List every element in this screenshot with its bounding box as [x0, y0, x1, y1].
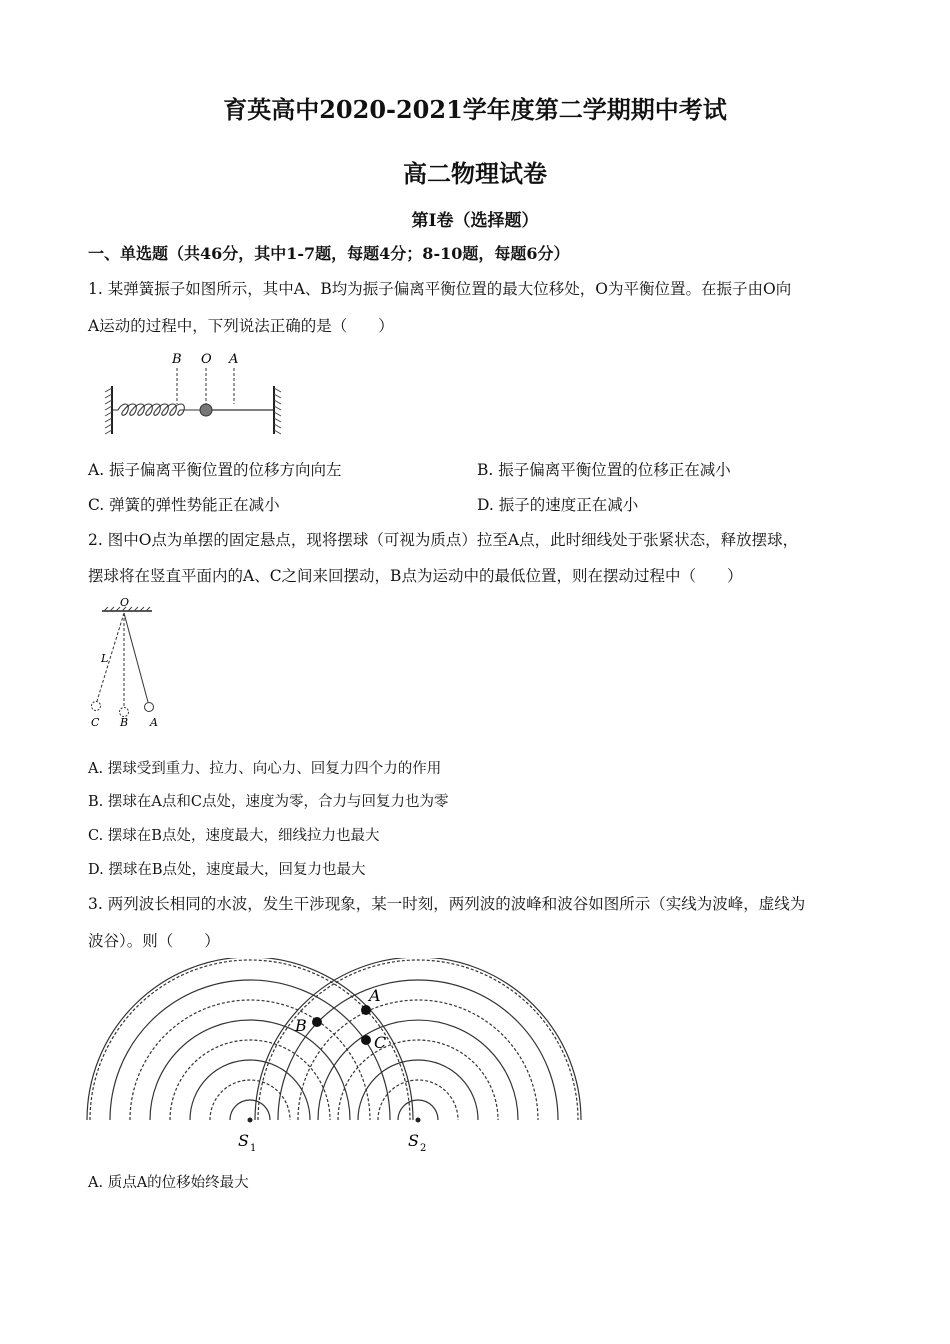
label-O: O [120, 596, 130, 609]
label-A: A [150, 716, 158, 729]
q3-stem-line2: 波谷）。则（ ） [88, 932, 220, 950]
q2-stem-line1: 2. 图中O点为单摆的固定悬点，现将摆球（可视为质点）拉至A点，此时细线处于张紧状态，释放摆球， [88, 531, 799, 549]
section-title: 第Ⅰ卷（选择题） [411, 211, 539, 231]
spring-oscillator-figure [100, 346, 290, 438]
label-B: B [172, 352, 182, 367]
point-C [361, 1035, 371, 1045]
q2-stem-line2: 摆球将在竖直平面内的A、C之间来回摆动，B点为运动中的最低位置，则在摆动过程中（ ） [88, 567, 743, 585]
part1-heading: 一、单选题（共46分，其中1-7题，每题4分；8-10题，每题6分） [88, 244, 570, 263]
q1-stem-line1: 1. 某弹簧振子如图所示，其中A、B均为振子偏离平衡位置的最大位移处，O为平衡位置。在振子由O向 [88, 280, 792, 298]
label-C: C [91, 716, 100, 729]
wave-interference-figure [84, 958, 594, 1158]
paper-subtitle: 高二物理试卷 [403, 159, 547, 188]
q1-stem-line2: A运动的过程中，下列说法正确的是（ ） [88, 317, 394, 335]
oscillator-ball [200, 404, 212, 416]
label-C: C [374, 1033, 387, 1052]
q1-option-c[interactable]: C. 弹簧的弹性势能正在减小 [88, 496, 280, 514]
q1-option-b[interactable]: B. 振子偏离平衡位置的位移正在减小 [477, 461, 731, 479]
q2-option-a[interactable]: A. 摆球受到重力、拉力、向心力、回复力四个力的作用 [88, 761, 442, 777]
label-S2-sub: 2 [420, 1143, 427, 1154]
label-B: B [120, 716, 129, 729]
q3-stem-line1: 3. 两列波长相同的水波，发生干涉现象，某一时刻，两列波的波峰和波谷如图所示（实线为波峰，虚线为 [88, 895, 806, 913]
label-L: L [101, 652, 109, 665]
pendulum-figure [84, 594, 164, 734]
q2-option-d[interactable]: D. 摆球在B点处，速度最大，回复力也最大 [88, 862, 366, 878]
label-S2: S [408, 1131, 419, 1150]
point-A [361, 1005, 371, 1015]
q2-option-b[interactable]: B. 摆球在A点和C点处，速度为零，合力与回复力也为零 [88, 794, 449, 810]
label-A: A [369, 986, 381, 1005]
point-B [312, 1017, 322, 1027]
label-S1: S [238, 1131, 249, 1150]
label-O: O [201, 352, 212, 367]
label-A: A [229, 352, 239, 367]
exam-title: 育英高中2020-2021学年度第二学期期中考试 [223, 95, 727, 124]
q1-option-a[interactable]: A. 振子偏离平衡位置的位移方向向左 [88, 461, 342, 479]
label-B: B [295, 1016, 307, 1035]
q2-option-c[interactable]: C. 摆球在B点处，速度最大，细线拉力也最大 [88, 828, 380, 844]
q1-option-d[interactable]: D. 振子的速度正在减小 [477, 496, 639, 514]
q3-option-a[interactable]: A. 质点A的位移始终最大 [88, 1175, 249, 1191]
label-S1-sub: 1 [250, 1143, 257, 1154]
